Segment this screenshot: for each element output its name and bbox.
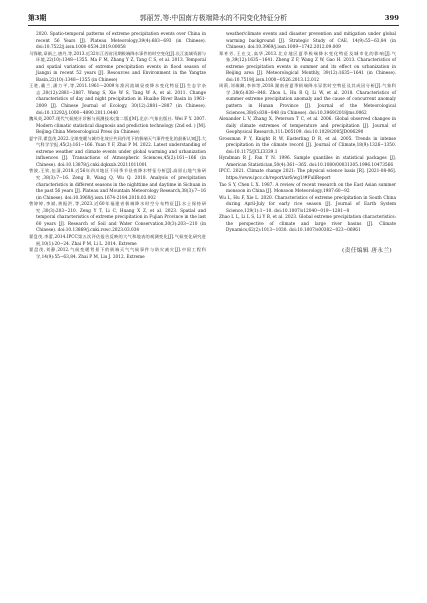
issue-number: 第3期 xyxy=(28,14,47,22)
editor-credit: (责任编辑 唐永兰) xyxy=(342,247,392,254)
reference-entry: 夏宇萍,翟盘茂,2022.全球变暖与城市化效应共同作用下的极端天气事件变化的最新认知[J].大气科学学报,45(2):161−166. Yuan Y F, Zhai P M. 2022. Latest understanding of extreme weather and climate events under global warming and urbanization influences [J]. Transactions of Atmospheric Sciences,45(2):161−166 (in Chinese). doi:10.13878/j.cnki.dqkxxb.20211011001 xyxy=(29,136,206,168)
reference-entry: 周莉,刘瑞卿,李伟等,2018.湖南省夏季极端降水异常时空特征及其成因分析[J].气象科学,38(6):838−848. Zhou L, Hu R Q, Li W, et al. 2018. Characteristics of summer extreme precipitation anomaly and the cause of concurrent anomaly pattern in Hunan Province [J]. Journal of the Meteorological Sciences,38(6):838−848 (in Chinese). doi:10.3969/2018jms.0062 xyxy=(219,84,396,116)
reference-entry: 马锋敏,章新之,唐丹,等,2013.近32年江西省汛期极端降水事件的时空变化[J].长江流域资源与环境,22(10):1348−1355. Ma F M, Zhang Y Z, Tang C S, et al. 2013. Temporal and spatial variations of extreme precipitation events in flood season of Jiangxi in recent 52 years [J]. Resources and Environment in the Yangtze Basin,22(10):1348−1355 (in Chinese) xyxy=(29,51,206,83)
running-header xyxy=(28,13,399,26)
reference-entry: IPCC. 2021. Climate change 2021: The physical science basis [R]. [2021-08-06]. https://www.ipcc.ch/report/ar6/wg1/#FullReport xyxy=(219,169,396,182)
reference-entry: 王胜,戴兰,潘力平,等,2011.1961—2009年淮河流域昼夜降水变化特征[J].生态学杂志,30(12):2881−2887. Wang S, Xie W S, Tang W A, et al. 2011. Change characteristics of day and night precipitation in Huaihe River Basin in 1961-2009 [J]. Chinese Journal of Ecology, 30(12):2881−2887 (in Chinese). doi:10.13292/j.1000−4890.2011.0440 xyxy=(29,84,206,116)
reference-entry: 郑祚芳,王在文,高华,2013.北京地区夏季极端降水变化特征及城市化的影响[J].气象,39(12):1635−1641. Zheng Z F, Wang Z W, Gao H. 2013. Characteristics of extreme precipitation events in summer and its effect on urbanization in Beijing area [J]. Meteorological Monthly, 39(12):1635−1641 (in Chinese). doi:10.7519/j.issn.1000−0526.2013.12.012 xyxy=(219,51,396,83)
reference-entry: Tao S Y, Chen L X. 1987. A review of recent research on the East Asian summer monsoon in China [J]. Monsoon Meteorology,1987:60−92 xyxy=(219,182,396,195)
reference-entry: Wu L, Hu F, Xie L. 2020. Characteristics of extreme precipitation in South China during April-July for early rice season [J]. Journal of Earth System Science,129(1):1−10. doi:10.1007/s12040−019−1281−8 xyxy=(219,195,396,214)
page-number: 399 xyxy=(384,14,399,22)
running-title: 郭丽芳,等:中国南方极端降水的不同变化特征分析 xyxy=(139,14,288,22)
reference-entry: 2020. Spatio-temporal patterns of extreme precipitation events over China in recent 56 Years [J]. Plateau Meteorology,39(4):683−693 (in Chinese). doi:10.7522/j.issn.1000-0534.2019.00058 xyxy=(36,32,206,51)
reference-entry: Zhao L L, Li L S, Li Y B, et al. 2023. Global extreme precipitation characteristics: the perspective of climate and large river basins [J]. Climate Dynamics,62(2):1013−1030. doi:10.1007/s00382−023−06961 xyxy=(219,215,396,234)
reference-entry: 曾婷婷,李斌,黄振洪,等,2023.近60年福建省极端降水时空分布特征[J].水土保持研究,30(3):203−210. Zeng Y T, Li C, Huang X Z, et al. 2023. Spatial and temporal characteristics of extreme precipitation in Fujian Province in the last 60 years [J]. Research of Soil and Water Conservation,30(3):203−210 (in Chinese). doi:10.13869/j.cnki.rswc.2023.03.034 xyxy=(29,202,206,234)
reference-entry: weather/climate events and disaster prevention and mitigation under global warming background [J]. Strategic Study of CAE, 14(9):55−63,84 (in Chinese). doi:10.3969/j.issn.1009−1742.2012.09.009 xyxy=(226,32,396,51)
reference-entry: Hyndman R J, Fan Y N. 1996. Sample quantiles in statistical packages [J]. American Statistician,50(4):361−365. doi:10.1080/00031305.1996.10473566 xyxy=(219,156,396,168)
reference-entry: 魏凤英,2007.现代气候统计诊断与预测技术(第二版)[M].北京:气象出版社. Wei F Y. 2007. Modern climatic statistical diagnosis and prediction technology (2nd ed. ) [M]. Beijing:China Meteorological Press (in Chinese) xyxy=(29,117,206,136)
reference-entry: 翟盘茂,李蕾,2014.IPCC第五次评估报告反映的大气和地表的观测变化[J].气候变化研究进展,10(1):20−24. Zhai P M, Li L. 2014. Extreme xyxy=(29,234,206,247)
reference-entry: 翟盘茂,刘静,2012.气候变暖背景下的极端天气气候事件与防灾减灾[J].中国工程科学,14(9):55−63,84. Zhai P M, Liu J. 2012. Extreme xyxy=(29,248,206,260)
reference-entry: Grossman P Y, Knight R W, Easterling D R, et al. 2005. Trends in intense precipitation in the climate record [J]. Journal of Climate,18(9):1326−1350. doi:10.1175/JCLI3339.1 xyxy=(219,136,396,155)
reference-entry: 曾波,王钦,伍清,2018.近56年四川地区不同季节昼夜降水特征分析[J].高原山地气象研究,38(3):7−16. Zeng B, Wang Q, Wu Q. 2018. Analysis of precipitation characteristics in different seasons in the nighttime and daytime in Sichuan in the past 56 years [J]. Plateau and Mountain Meteorology Research,38(3):7−16 (in Chinese). doi:10.3969/j.issn.1674-2184.2018.03.002 xyxy=(29,169,206,201)
references-left-column xyxy=(29,32,206,261)
references-right-column xyxy=(219,32,396,255)
reference-entry: Alexander L V, Zhang X, Peterson T C, et al. 2006. Global observed changes in daily climate extremes of temperature and precipitation [J]. Journal of Geophysical Research,111:D05109. doi:10.1029/2005JD006290 xyxy=(219,117,396,136)
